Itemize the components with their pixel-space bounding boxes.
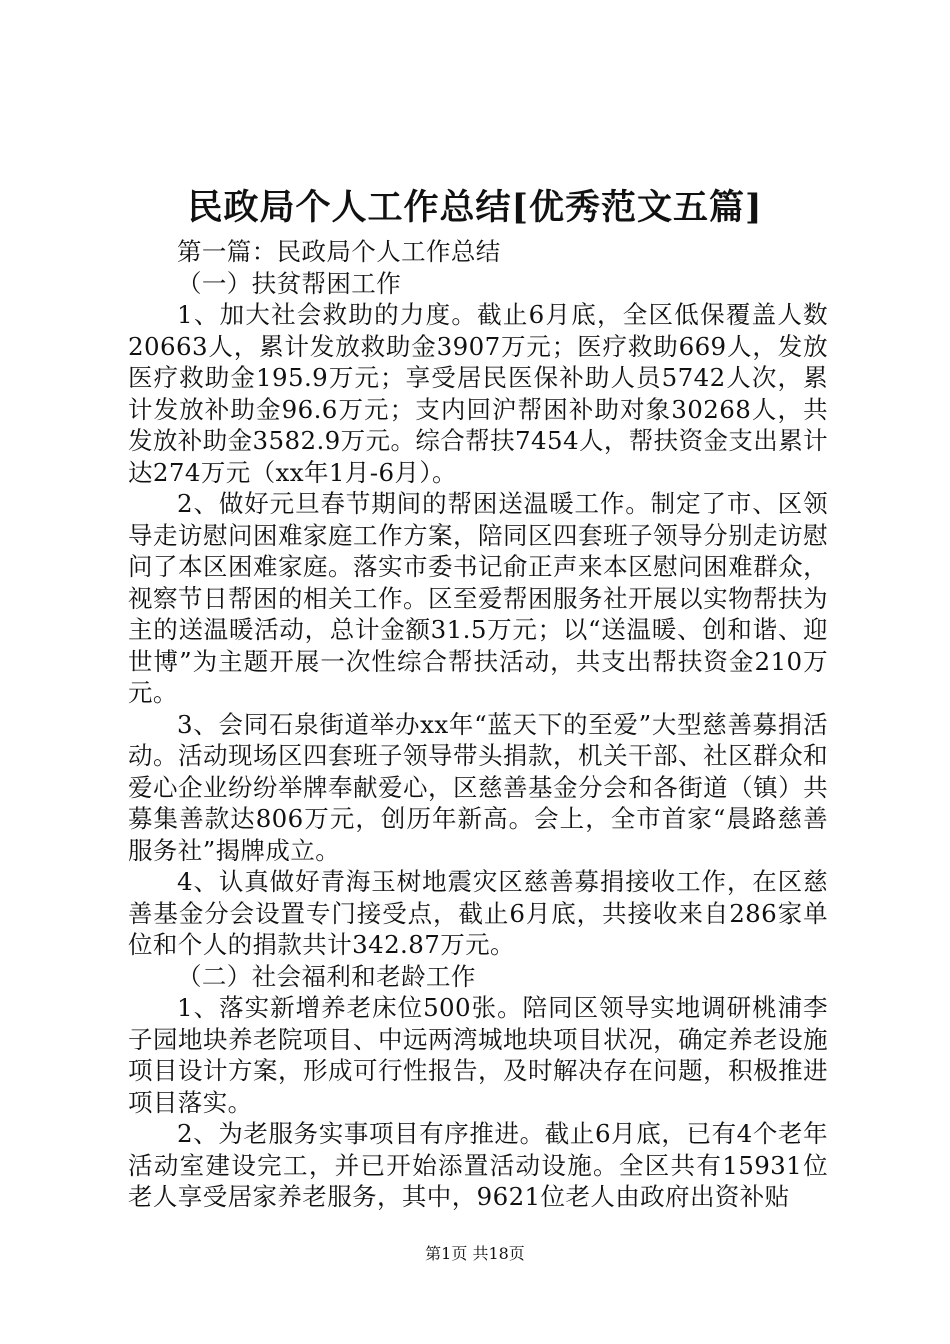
paragraph: 2、为老服务实事项目有序推进。截止6月底，已有4个老年活动室建设完工，并已开始添置活动设施。全区共有15931位老人享受居家养老服务，其中，9621位老人由政府出资补贴	[128, 1119, 828, 1211]
subsection-heading: （二）社会福利和老龄工作	[177, 961, 476, 991]
paragraph: 3、会同石泉街道举办xx年“蓝天下的至爱”大型慈善募捐活动。活动现场区四套班子领导带头捐款，机关干部、社区群众和爱心企业纷纷举牌奉献爱心，区慈善基金分会和各街道（镇）共募集善款达806万元，创历年新高。会上，全市首家“晨路慈善服务社”揭牌成立。	[128, 709, 828, 865]
paragraph: 2、做好元旦春节期间的帮困送温暖工作。制定了市、区领导走访慰问困难家庭工作方案，陪同区四套班子领导分别走访慰问了本区困难家庭。落实市委书记俞正声来本区慰问困难群众，视察节日帮困的相关工作。区至爱帮困服务社开展以实物帮扶为主的送温暖活动，总计金额31.5万元；以“送温暖、创和谐、迎世博”为主题开展一次性综合帮扶活动，共支出帮扶资金210万元。	[128, 489, 828, 707]
document-title: 民政局个人工作总结[优秀范文五篇]	[187, 187, 763, 228]
document-body	[128, 236, 828, 1213]
page-footer: 第1页 共18页	[425, 1244, 525, 1263]
paragraph: 1、加大社会救助的力度。截止6月底，全区低保覆盖人数20663人，累计发放救助金3907万元；医疗救助669人，发放医疗救助金195.9万元；享受居民医保补助人员5742人次，累计发放补助金96.6万元；支内回沪帮困补助对象30268人，共发放补助金3582.9万元。综合帮扶7454人，帮扶资金支出累计达274万元（xx年1月-6月）。	[128, 300, 828, 487]
paragraph: 1、落实新增养老床位500张。陪同区领导实地调研桃浦李子园地块养老院项目、中远两湾城地块项目状况，确定养老设施项目设计方案，形成可行性报告，及时解决存在问题，积极推进项目落实。	[128, 993, 828, 1117]
section-heading: 第一篇：民政局个人工作总结	[177, 237, 501, 266]
subsection-heading: （一）扶贫帮困工作	[177, 268, 402, 298]
paragraph: 4、认真做好青海玉树地震灾区慈善募捐接收工作，在区慈善基金分会设置专门接受点，截止6月底，共接收来自286家单位和个人的捐款共计342.87万元。	[128, 867, 828, 959]
